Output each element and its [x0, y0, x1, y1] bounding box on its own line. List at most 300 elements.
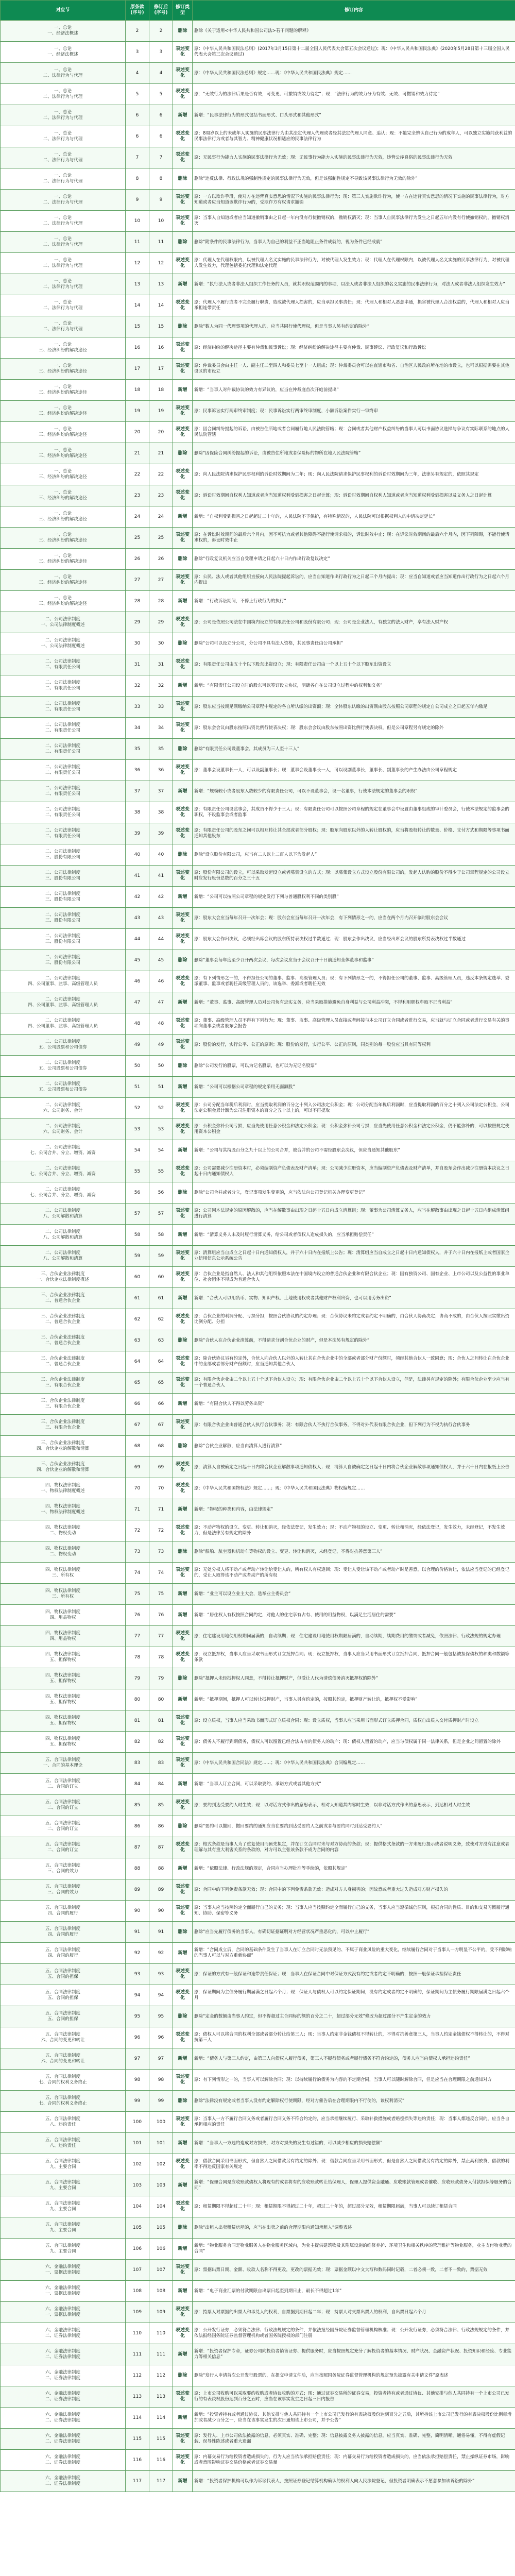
cell-old-no: 36 [126, 760, 149, 781]
cell-change-type: 新增 [173, 1774, 193, 1795]
cell-old-no: 62 [126, 1309, 149, 1330]
cell-chapter: 六、金融法律制度 二、证券法律制度 [1, 2344, 126, 2365]
table-row [1, 1288, 515, 1309]
cell-new-no: 88 [149, 1858, 173, 1879]
cell-new-no: 71 [149, 1499, 173, 1520]
table-row [1, 2027, 515, 2048]
cell-content: 新增：“投资者保护专章，证券公司向投资者销售证券、提供服务时，应当按照规定充分了解投资者的基本情况、财产状况、金融资产状况、投资知识和经验、专业能力等相关信息” [193, 2344, 515, 2365]
cell-content: 新增：“合同成立后，合同的基础条件发生了当事人在订立合同时无法预见的、不属于商业风险的重大变化，继续履行合同对于当事人一方明显不公平的，受不利影响的当事人可以与对方重新协商” [193, 1943, 515, 1964]
table-row [1, 1204, 515, 1225]
cell-old-no: 109 [126, 2302, 149, 2323]
cell-old-no: 26 [126, 549, 149, 570]
cell-content: 原：《中华人民共和国合同法》规定……；现：《中华人民共和国民法典》合同编规定…… [193, 1753, 515, 1774]
cell-old-no: 39 [126, 823, 149, 844]
cell-content: 原：要约到达受要约人时生效；现：以对话方式作出的意思表示，相对人知道其内容时生效，以非对话方式作出的意思表示，到达相对人时生效 [193, 1795, 515, 1816]
table-row [1, 1753, 515, 1774]
cell-chapter: 二、公司法律制度 一、公司法律制度概述 [1, 633, 126, 654]
table-row [1, 1436, 515, 1457]
cell-content: 删除“公司合并或者分立，登记事项发生变更的，应当依法向公司登记机关办理变更登记” [193, 1182, 515, 1204]
cell-old-no: 100 [126, 2112, 149, 2133]
cell-change-type: 表述变化 [173, 1457, 193, 1478]
cell-change-type: 删除 [173, 1056, 193, 1077]
cell-old-no: 83 [126, 1753, 149, 1774]
cell-content: 原：票据出票日期、金额、收款人名称不得更改，更改的票据无效；现：票据金额以中文大写和数码同时记载，二者必须一致，二者不一致的，票据无效 [193, 2260, 515, 2281]
table-row [1, 1372, 515, 1394]
cell-content: 原：公司因本法规定的原因解散的，应当在解散事由出现之日起十五日内成立清算组；现：董事为公司清算义务人，应当在解散事由出现之日起十五日内组成清算组进行清算 [193, 1204, 515, 1225]
cell-change-type: 新增 [173, 2344, 193, 2365]
cell-change-type: 表述变化 [173, 359, 193, 380]
cell-change-type: 删除 [173, 443, 193, 464]
cell-chapter: 五、合同法律制度 二、合同的订立 [1, 1774, 126, 1795]
cell-change-type: 表述变化 [173, 1626, 193, 1647]
cell-old-no: 76 [126, 1605, 149, 1626]
table-row [1, 464, 515, 485]
cell-change-type: 新增 [173, 992, 193, 1013]
cell-chapter: 二、公司法律制度 七、公司合并、分立、增资、减资 [1, 1161, 126, 1182]
cell-old-no: 77 [126, 1626, 149, 1647]
table-row [1, 866, 515, 887]
cell-change-type: 删除 [173, 1668, 193, 1689]
table-row [1, 1140, 515, 1161]
cell-old-no: 45 [126, 950, 149, 971]
cell-change-type: 删除 [173, 2091, 193, 2112]
table-row [1, 992, 515, 1013]
cell-change-type: 新增 [173, 1140, 193, 1161]
cell-chapter: 四、物权法律制度 五、担保物权 [1, 1647, 126, 1668]
cell-change-type: 删除 [173, 1330, 193, 1351]
cell-new-no: 22 [149, 464, 173, 485]
cell-new-no: 66 [149, 1394, 173, 1415]
cell-chapter: 一、总论 二、法律行为与代理 [1, 253, 126, 274]
cell-content: 删除“行政复议机关应当自受理申请之日起六十日内作出行政复议决定” [193, 549, 515, 570]
cell-change-type: 删除 [173, 2006, 193, 2027]
cell-old-no: 10 [126, 211, 149, 232]
cell-chapter: 一、总论 二、法律行为与代理 [1, 147, 126, 168]
cell-change-type: 新增 [173, 1605, 193, 1626]
cell-old-no: 58 [126, 1225, 149, 1246]
cell-chapter: 一、总论 二、法律行为与代理 [1, 63, 126, 84]
cell-old-no: 73 [126, 1541, 149, 1563]
cell-change-type: 表述变化 [173, 126, 193, 147]
cell-chapter: 四、物权法律制度 一、物权法律制度概述 [1, 1478, 126, 1499]
cell-chapter: 一、总论 二、法律行为与代理 [1, 211, 126, 232]
cell-old-no: 75 [126, 1584, 149, 1605]
cell-old-no: 68 [126, 1436, 149, 1457]
cell-new-no: 15 [149, 316, 173, 337]
cell-change-type: 表述变化 [173, 1161, 193, 1182]
table-row [1, 506, 515, 528]
cell-chapter: 二、公司法律制度 八、公司解散和清算 [1, 1225, 126, 1246]
cell-chapter: 五、合同法律制度 五、合同的担保 [1, 2006, 126, 2027]
cell-change-type: 表述变化 [173, 63, 193, 84]
table-row [1, 1457, 515, 1478]
cell-chapter: 六、金融法律制度 一、票据法律制度 [1, 2302, 126, 2323]
cell-chapter: 一、总论 二、法律行为与代理 [1, 105, 126, 126]
cell-new-no: 112 [149, 2365, 173, 2386]
table-row [1, 168, 515, 190]
cell-content: 原：公积金弥补公司亏损，应当先使用任意公积金和法定公积金；现：公积金弥补公司亏损，应当先使用任意公积金和法定公积金，仍不能弥补的，可以按照规定使用资本公积金 [193, 1119, 515, 1140]
cell-chapter: 六、金融法律制度 一、票据法律制度 [1, 2281, 126, 2302]
cell-old-no: 40 [126, 844, 149, 866]
cell-content: 原：8周岁以上的未成年人实施的民事法律行为由其法定代理人代理或者经其法定代理人同意、追认；现：不能完全辨认自己行为的成年人，可以独立实施纯获利益的民事法律行为或者与其智力、精神健康状况相适应的民事法律行为 [193, 126, 515, 147]
cell-content: 原：无民事行为能力人实施的民事法律行为无效；现：无民事行为能力人实施的民事法律行为无效，违背公序良俗的民事法律行为无效 [193, 147, 515, 168]
cell-chapter: 二、公司法律制度 六、公司财务、会计 [1, 1098, 126, 1119]
cell-old-no: 25 [126, 528, 149, 549]
cell-content: 原：债权人可以将合同的权利全部或者部分转让给第三人；现：当事人约定非金钱债权不得转让的，不得对抗善意第三人，当事人约定金钱债权不得转让的，不得对抗第三人 [193, 2027, 515, 2048]
table-row [1, 2217, 515, 2239]
cell-chapter: 一、总论 三、经济纠纷的解决途径 [1, 591, 126, 612]
cell-content: 新增：“居住权人有权按照合同约定，对他人的住宅享有占有、使用的用益物权，以满足生活居住的需要” [193, 1605, 515, 1626]
cell-change-type: 删除 [173, 950, 193, 971]
cell-old-no: 48 [126, 1013, 149, 1035]
cell-old-no: 52 [126, 1098, 149, 1119]
cell-old-no: 35 [126, 739, 149, 760]
cell-old-no: 17 [126, 359, 149, 380]
cell-change-type: 表述变化 [173, 1351, 193, 1372]
cell-change-type: 删除 [173, 1816, 193, 1837]
cell-new-no: 75 [149, 1584, 173, 1605]
table-row [1, 549, 515, 570]
cell-chapter: 五、合同法律制度 四、合同的履行 [1, 1901, 126, 1922]
cell-new-no: 101 [149, 2133, 173, 2154]
table-row [1, 1689, 515, 1710]
table-row [1, 1668, 515, 1689]
table-row [1, 295, 515, 316]
cell-new-no: 51 [149, 1077, 173, 1098]
cell-change-type: 表述变化 [173, 1901, 193, 1922]
cell-chapter: 二、公司法律制度 六、公司财务、会计 [1, 1119, 126, 1140]
cell-old-no: 66 [126, 1394, 149, 1415]
cell-content: 原：清算组应当自成立之日起十日内通知债权人，并于六十日内在报纸上公告；现：清算组应当自成立之日起十日内通知债权人，并于六十日内在报纸上或者国家企业信用信息公示系统公告 [193, 1246, 515, 1267]
cell-chapter: 四、物权法律制度 五、担保物权 [1, 1689, 126, 1710]
cell-change-type: 表述变化 [173, 1204, 193, 1225]
cell-content: 原：上市公司收购可以采取要约收购或者协议收购的方式；现：通过证券交易所的证券交易，投资者持有或者通过协议、其他安排与他人共同持有一个上市公司已发行的有表决权股份达到百分之五时，应当在该事实发生之日起三日内报告 [193, 2386, 515, 2408]
cell-old-no: 37 [126, 781, 149, 802]
cell-new-no: 92 [149, 1943, 173, 1964]
cell-chapter: 四、物权法律制度 三、所有权 [1, 1584, 126, 1605]
cell-change-type: 新增 [173, 380, 193, 401]
cell-new-no: 18 [149, 380, 173, 401]
cell-old-no: 113 [126, 2386, 149, 2408]
cell-change-type: 表述变化 [173, 1372, 193, 1394]
cell-old-no: 53 [126, 1119, 149, 1140]
table-row [1, 21, 515, 42]
cell-chapter: 三、合伙企业法律制度 四、合伙企业的解散和清算 [1, 1457, 126, 1478]
cell-change-type: 表述变化 [173, 823, 193, 844]
cell-new-no: 104 [149, 2196, 173, 2217]
cell-change-type: 删除 [173, 21, 193, 42]
cell-new-no: 95 [149, 2006, 173, 2027]
cell-content: 原：债务人不履行到期债务，债权人可以留置已经合法占有的债务人的动产；现：债权人留置的动产，应当与债权属于同一法律关系，但是企业之间留置的除外 [193, 1732, 515, 1753]
cell-chapter: 二、公司法律制度 三、股份有限公司 [1, 866, 126, 887]
table-row [1, 1520, 515, 1541]
cell-old-no: 20 [126, 422, 149, 443]
cell-new-no: 6 [149, 126, 173, 147]
cell-chapter: 五、合同法律制度 二、合同的订立 [1, 1816, 126, 1837]
cell-content: 原：“无效行为的法律后果是否有效，可变更、可撤销或效力待定”；现：“法律行为的效力分为有效、无效、可撤销和效力待定” [193, 84, 515, 105]
cell-new-no: 11 [149, 232, 173, 253]
cell-old-no: 59 [126, 1246, 149, 1267]
table-row [1, 1077, 515, 1098]
table-row [1, 2048, 515, 2070]
cell-old-no: 43 [126, 908, 149, 929]
table-row [1, 2133, 515, 2154]
cell-change-type: 新增 [173, 2239, 193, 2260]
cell-old-no: 41 [126, 866, 149, 887]
cell-content: 原：股东大会作出决议，必须经出席会议的股东所持表决权过半数通过；现：股东会作出决议，应当经出席会议的股东所持表决权过半数通过 [193, 929, 515, 950]
cell-new-no: 80 [149, 1689, 173, 1710]
cell-chapter: 三、合伙企业法律制度 三、有限合伙企业 [1, 1394, 126, 1415]
cell-chapter: 一、总论 二、法律行为与代理 [1, 232, 126, 253]
cell-new-no: 6 [149, 105, 173, 126]
cell-content: 原：住宅建设用地使用权期间届满的，自动续期；现：住宅建设用地使用权期限届满的，自动续期，续期费用的缴纳或者减免，依照法律、行政法规的规定办理 [193, 1626, 515, 1647]
table-row [1, 654, 515, 675]
cell-chapter: 四、物权法律制度 三、所有权 [1, 1563, 126, 1584]
cell-change-type: 表述变化 [173, 697, 193, 718]
cell-new-no: 30 [149, 633, 173, 654]
table-row [1, 1351, 515, 1372]
cell-change-type: 新增 [173, 1943, 193, 1964]
header-content: 修订内容 [193, 1, 515, 21]
cell-chapter: 五、合同法律制度 四、合同的履行 [1, 1943, 126, 1964]
table-row [1, 2323, 515, 2344]
cell-change-type: 新增 [173, 887, 193, 908]
cell-old-no: 9 [126, 190, 149, 211]
cell-content: 原：《中华人民共和国物权法》规定……；现：《中华人民共和国民法典》物权编规定…… [193, 1478, 515, 1499]
cell-content: 新增：“公司可以根据公司章程的规定采用无面额股” [193, 1077, 515, 1098]
cell-change-type: 表述变化 [173, 2323, 193, 2344]
table-row [1, 1182, 515, 1204]
cell-new-no: 111 [149, 2344, 173, 2365]
cell-old-no: 16 [126, 337, 149, 359]
cell-chapter: 六、金融法律制度 二、证券法律制度 [1, 2323, 126, 2344]
cell-old-no: 67 [126, 1415, 149, 1436]
table-row [1, 1943, 515, 1964]
cell-chapter: 一、总论 三、经济纠纷的解决途径 [1, 359, 126, 380]
cell-new-no: 83 [149, 1753, 173, 1774]
table-row [1, 2450, 515, 2471]
cell-chapter: 六、金融法律制度 一、票据法律制度 [1, 2260, 126, 2281]
cell-chapter: 一、总论 三、经济纠纷的解决途径 [1, 422, 126, 443]
cell-old-no: 87 [126, 1837, 149, 1858]
table-row [1, 401, 515, 422]
cell-old-no: 19 [126, 401, 149, 422]
cell-old-no: 13 [126, 274, 149, 295]
table-row [1, 633, 515, 654]
cell-chapter: 一、总论 二、法律行为与代理 [1, 316, 126, 337]
table-row [1, 760, 515, 781]
cell-chapter: 五、合同法律制度 六、合同的变更和转让 [1, 2048, 126, 2070]
cell-new-no: 79 [149, 1668, 173, 1689]
cell-change-type: 新增 [173, 1689, 193, 1710]
table-row [1, 1985, 515, 2006]
table-row [1, 2260, 515, 2281]
table-row [1, 147, 515, 168]
cell-content: 删除“附条件的民事法律行为，当事人为自己的利益不正当地阻止条件成就的，视为条件已经成就” [193, 232, 515, 253]
cell-new-no: 26 [149, 549, 173, 570]
cell-new-no: 76 [149, 1605, 173, 1626]
cell-content: 原：公开发行证券，必须符合法律、行政法规规定的条件，并依法报经国务院证券监督管理机构核准；现：公开发行证券，必须符合法律、行政法规规定的条件，并依法报经国务院证券监督管理机构或者国务院授权的部门注册 [193, 2323, 515, 2344]
cell-chapter: 五、合同法律制度 六、合同的变更和转让 [1, 2027, 126, 2048]
cell-content: 删除“公司发行的股票，可以为记名股票，也可以为无记名股票” [193, 1056, 515, 1077]
cell-new-no: 64 [149, 1351, 173, 1372]
cell-old-no: 82 [126, 1732, 149, 1753]
cell-content: 删除“定金的数额由当事人约定，但不得超过主合同标的额的百分之二十，超过部分无效”修改为超过部分不产生定金的效力 [193, 2006, 515, 2027]
cell-new-no: 105 [149, 2217, 173, 2239]
cell-new-no: 4 [149, 63, 173, 84]
cell-content: 新增：“民事法律行为的形式包括书面形式、口头形式和其他形式” [193, 105, 515, 126]
cell-new-no: 50 [149, 1056, 173, 1077]
cell-content: 原：公司需要减少注册资本时，必须编制资产负债表及财产清单；现：公司减少注册资本，应当编制资产负债表及财产清单，并自股东会作出减少注册资本决议之日起十日内通知债权人 [193, 1161, 515, 1182]
cell-new-no: 8 [149, 168, 173, 190]
cell-old-no: 72 [126, 1520, 149, 1541]
cell-content: 新增：“公司可以按照公司章程的规定发行下列与普通股权利不同的类别股” [193, 887, 515, 908]
cell-new-no: 57 [149, 1204, 173, 1225]
cell-old-no: 6 [126, 105, 149, 126]
cell-content: 删除“违反法律、行政法规的强制性规定的民事法律行为无效，但是该强制性规定不导致该民事法律行为无效的除外” [193, 168, 515, 190]
cell-new-no: 109 [149, 2302, 173, 2323]
cell-content: 新增：“保理合同是应收账款债权人将现有的或者将有的应收账款转让给保理人，保理人提供资金融通、应收账款管理或者催收、应收账款债务人付款担保等服务的合同” [193, 2175, 515, 2196]
cell-change-type: 删除 [173, 633, 193, 654]
cell-new-no: 103 [149, 2175, 173, 2196]
cell-content: 原：《中华人民共和国民法总则》规定……现：《中华人民共和国民法典》规定…… [193, 63, 515, 84]
cell-chapter: 二、公司法律制度 七、公司合并、分立、增资、减资 [1, 1140, 126, 1161]
cell-chapter: 一、总论 二、法律行为与代理 [1, 295, 126, 316]
cell-content: 新增：“业主可以设立业主大会，选举业主委员会” [193, 1584, 515, 1605]
cell-content: 新增：“抵押期间，抵押人可以转让抵押财产，当事人另有约定的，按照其约定，抵押财产转让的，抵押权不受影响” [193, 1689, 515, 1710]
cell-new-no: 27 [149, 570, 173, 591]
cell-chapter: 二、公司法律制度 二、有限责任公司 [1, 760, 126, 781]
cell-content: 原：公司分配当年税后利润时，应当提取利润的百分之十列入公司法定公积金；现：公司分配当年税后利润时，应当提取利润的百分之十列入公司法定公积金，公司法定公积金累计额为公司注册资本的百分之五十以上的，可以不再提取 [193, 1098, 515, 1119]
cell-content: 新增：“行政诉讼期间，不停止行政行为的执行” [193, 591, 515, 612]
cell-chapter: 二、公司法律制度 五、公司股票和公司债券 [1, 1077, 126, 1098]
cell-chapter: 一、总论 三、经济纠纷的解决途径 [1, 380, 126, 401]
cell-old-no: 29 [126, 612, 149, 633]
cell-content: 删除“设立股份有限公司，应当有二人以上二百人以下为发起人” [193, 844, 515, 866]
header-new-no: 修订后(序号) [149, 1, 173, 21]
cell-new-no: 49 [149, 1035, 173, 1056]
cell-old-no: 97 [126, 2048, 149, 2070]
cell-old-no: 108 [126, 2281, 149, 2302]
cell-content: 原：有下列情形之一的，当事人可以解除合同；现：以持续履行的债务为内容的不定期合同，当事人可以随时解除合同，但是应当在合理期限之前通知对方 [193, 2070, 515, 2091]
cell-content: 原：格式条款是当事人为了重复使用而预先拟定，并在订立合同时未与对方协商的条款；现：提供格式条款的一方未履行提示或者说明义务，致使对方没有注意或者理解与其有重大利害关系的条款的，对方可以主张该条款不成为合同的内容 [193, 1837, 515, 1858]
cell-change-type: 表述变化 [173, 802, 193, 823]
cell-new-no: 58 [149, 1225, 173, 1246]
cell-new-no: 39 [149, 823, 173, 844]
cell-change-type: 表述变化 [173, 2260, 193, 2281]
cell-old-no: 80 [126, 1689, 149, 1710]
cell-old-no: 2 [126, 21, 149, 42]
table-row [1, 1035, 515, 1056]
table-row [1, 1394, 515, 1415]
cell-content: 原：当事人自知道或者应当知道撤销事由之日起一年内没有行使撤销权的，撤销权消灭；现：当事人自民事法律行为发生之日起五年内没有行使撤销权的，撤销权消灭 [193, 211, 515, 232]
cell-old-no: 6 [126, 126, 149, 147]
cell-new-no: 107 [149, 2260, 173, 2281]
cell-change-type: 删除 [173, 232, 193, 253]
cell-new-no: 13 [149, 274, 173, 295]
cell-new-no: 77 [149, 1626, 173, 1647]
cell-content: 原：设立质权，当事人应当采取书面形式订立质权合同；现：设立质权，当事人应当采用书面形式订立质押合同，质权自出质人交付质押财产时设立 [193, 1710, 515, 1732]
cell-chapter: 一、总论 三、经济纠纷的解决途径 [1, 570, 126, 591]
cell-new-no: 72 [149, 1520, 173, 1541]
cell-chapter: 二、公司法律制度 二、有限责任公司 [1, 739, 126, 760]
cell-chapter: 二、公司法律制度 二、有限责任公司 [1, 802, 126, 823]
table-row [1, 126, 515, 147]
cell-content: 原：股份的发行，实行公平、公正的原则；现：股份的发行，实行公平、公正的原则，同类别的每一股份应当具有同等权利 [193, 1035, 515, 1056]
cell-content: 原：合伙企业是指自然人、法人和其他组织依照本法在中国境内设立的普通合伙企业和有限合伙企业；现：国有独资公司、国有企业、上市公司以及公益性的事业单位、社会团体不得成为普通合伙人 [193, 1267, 515, 1288]
cell-content: 新增：“自权利受到损害之日起超过二十年的，人民法院不予保护，有特殊情况的，人民法院可以根据权利人的申请决定延长” [193, 506, 515, 528]
cell-old-no: 94 [126, 1985, 149, 2006]
table-row [1, 63, 515, 84]
cell-old-no: 112 [126, 2365, 149, 2386]
cell-old-no: 50 [126, 1056, 149, 1077]
cell-content: 原：有限责任公司的股东之间可以相互转让其全部或者部分股权；现：股东向股东以外的人转让股权的，应当将股权转让的数量、价格、支付方式和期限等事项书面通知其他股东 [193, 823, 515, 844]
cell-old-no: 42 [126, 887, 149, 908]
cell-new-no: 115 [149, 2429, 173, 2450]
cell-change-type: 删除 [173, 2217, 193, 2239]
cell-chapter: 三、合伙企业法律制度 二、普通合伙企业 [1, 1351, 126, 1372]
cell-content: 原：诉讼时效期间自权利人知道或者应当知道权利受到损害之日起计算；现：诉讼时效期间自权利人知道或者应当知道权利受到损害以及义务人之日起计算 [193, 485, 515, 506]
cell-change-type: 删除 [173, 739, 193, 760]
cell-change-type: 删除 [173, 1922, 193, 1943]
cell-content: 新增：“有限责任公司设立时的股东可以签订设立协议，明确各自在公司设立过程中的权利和义务” [193, 675, 515, 697]
table-row [1, 1225, 515, 1246]
cell-old-no: 57 [126, 1204, 149, 1225]
cell-change-type: 删除 [173, 549, 193, 570]
cell-change-type: 表述变化 [173, 654, 193, 675]
table-row [1, 1879, 515, 1901]
cell-chapter: 二、公司法律制度 三、股份有限公司 [1, 908, 126, 929]
cell-chapter: 三、合伙企业法律制度 二、普通合伙企业 [1, 1309, 126, 1330]
cell-old-no: 115 [126, 2429, 149, 2450]
cell-content: 新增：“董事、监事、高级管理人员对公司负有忠实义务，应当采取措施避免自身利益与公司利益冲突，不得利用职权牟取不正当利益” [193, 992, 515, 1013]
cell-change-type: 新增 [173, 2408, 193, 2429]
cell-old-no: 5 [126, 84, 149, 105]
cell-content: 新增：“合伙人可以用货币、实物、知识产权、土地使用权或者其他财产权利出资，也可以用劳务出资” [193, 1288, 515, 1309]
cell-old-no: 32 [126, 675, 149, 697]
cell-chapter: 五、合同法律制度 二、合同的订立 [1, 1795, 126, 1816]
table-row [1, 739, 515, 760]
cell-content: 原：保证期间为主债务履行期届满之日起六个月；现：保证人与债权人可以约定保证期间，没有约定或者约定不明确的，保证期间为主债务履行期限届满之日起六个月 [193, 1985, 515, 2006]
cell-change-type: 新增 [173, 1288, 193, 1309]
cell-chapter: 五、合同法律制度 九、主要合同 [1, 2175, 126, 2196]
cell-change-type: 新增 [173, 781, 193, 802]
cell-old-no: 3 [126, 42, 149, 63]
cell-new-no: 65 [149, 1372, 173, 1394]
cell-old-no: 38 [126, 802, 149, 823]
cell-chapter: 五、合同法律制度 八、违约责任 [1, 2133, 126, 2154]
cell-old-no: 107 [126, 2260, 149, 2281]
cell-content: 原：公民、法人或者其他组织直接向人民法院提起诉讼的，应当自知道作出行政行为之日起三个月内提出；现：应当自知道或者应当知道作出行政行为之日起六个月内提出 [193, 570, 515, 591]
table-row [1, 2112, 515, 2133]
cell-content: 原：代理人不履行或者不完全履行职责，造成被代理人损害的，应当承担民事责任；现：代理人和相对人恶意串通，损害被代理人合法权益的，代理人和相对人应当承担连带责任 [193, 295, 515, 316]
cell-chapter: 一、总论 二、法律行为与代理 [1, 126, 126, 147]
cell-old-no: 110 [126, 2323, 149, 2344]
cell-new-no: 106 [149, 2239, 173, 2260]
cell-new-no: 78 [149, 1647, 173, 1668]
cell-old-no: 78 [126, 1647, 149, 1668]
cell-content: 原：内幕交易行为给投资者造成损失的，行为人应当依法承担赔偿责任；现：内幕交易行为给投资者造成损失的，应当依法承担赔偿责任，禁止操纵证券市场，影响或者意图影响证券交易价格或者证券交易量 [193, 2450, 515, 2471]
cell-change-type: 删除 [173, 844, 193, 866]
cell-old-no: 31 [126, 654, 149, 675]
cell-new-no: 59 [149, 1246, 173, 1267]
cell-content: 原：合伙企业的利润分配、亏损分担，按照合伙协议的约定办理；现：合伙协议未约定或者约定不明确的，由合伙人协商决定；协商不成的，由合伙人按照实缴出资比例分配、分担 [193, 1309, 515, 1330]
cell-content: 新增：“投资者持有或者通过协议、其他安排与他人共同持有一个上市公司已发行的有表决权股份达到百分之五后，其所持该上市公司已发行的有表决权股份比例每增加或者减少百分之一，应当在该事实发生的次日通知该上市公司，并予公告” [193, 2408, 515, 2429]
cell-content: 原：有限合伙企业由普通合伙人执行合伙事务；现：有限合伙人不执行合伙事务，不得对外代表有限合伙企业，但下列行为不视为执行合伙事务 [193, 1415, 515, 1436]
cell-old-no: 103 [126, 2175, 149, 2196]
cell-new-no: 19 [149, 401, 173, 422]
cell-new-no: 94 [149, 1985, 173, 2006]
